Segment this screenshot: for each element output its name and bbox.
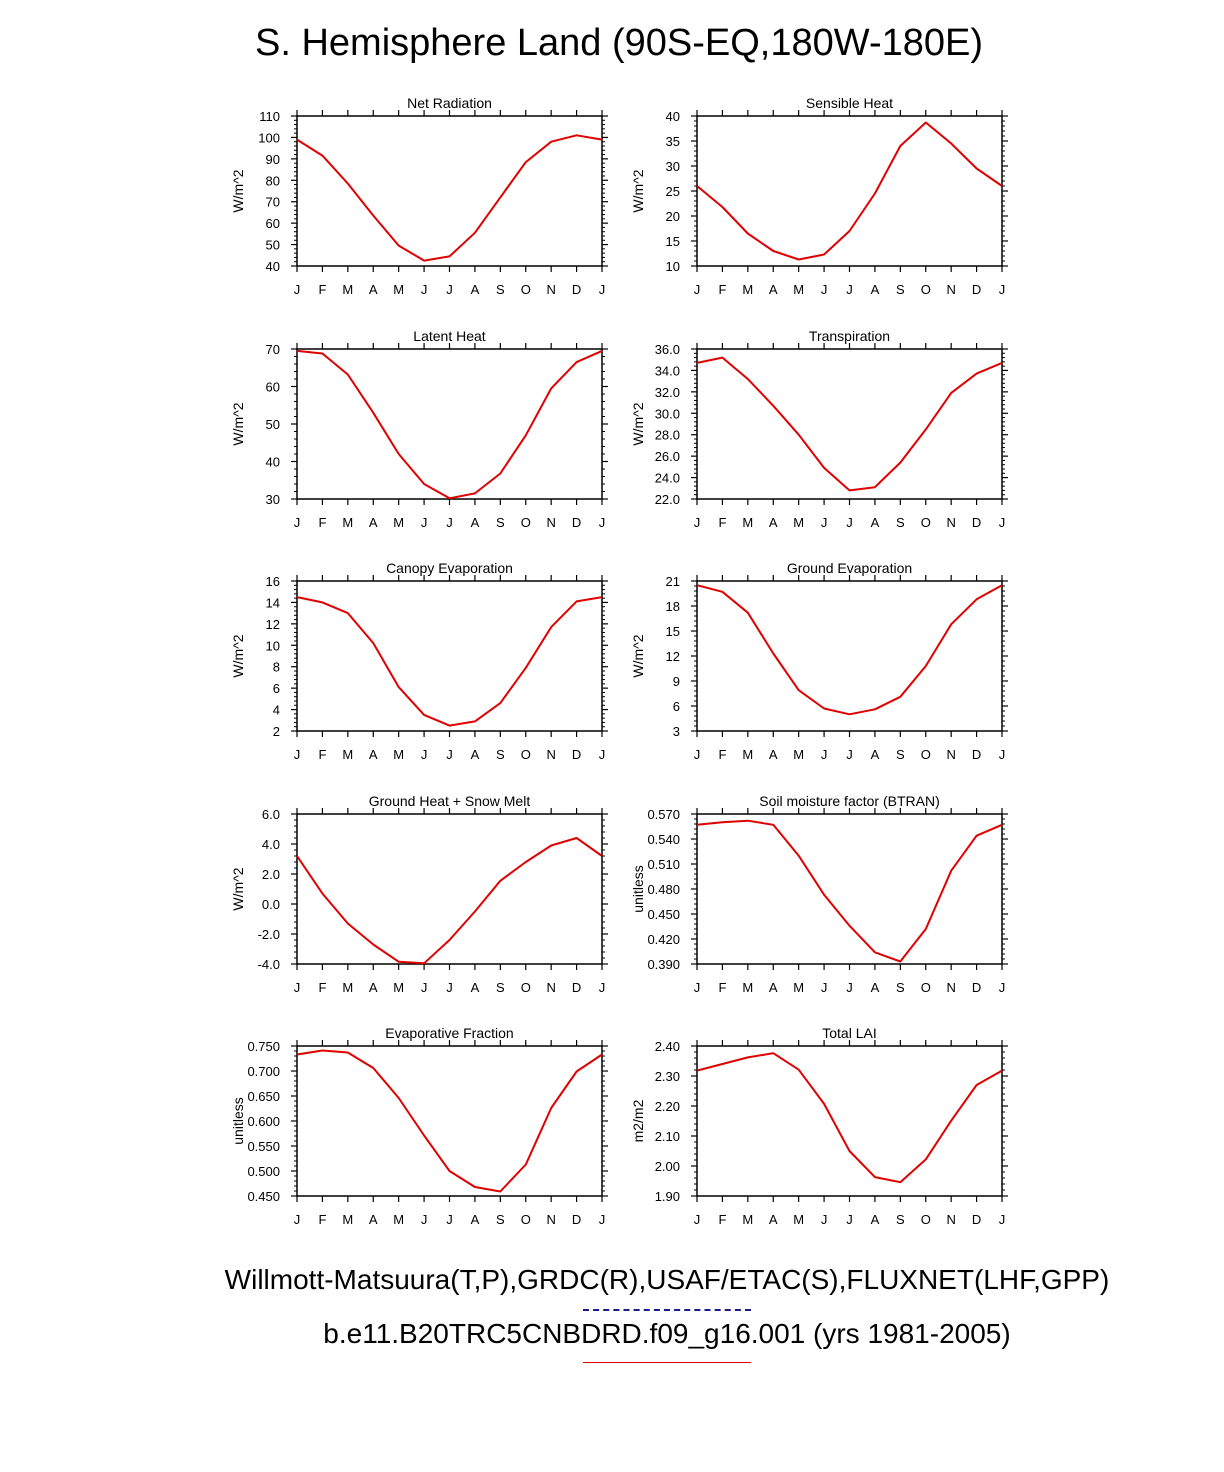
y-axis-label: W/m^2: [630, 402, 646, 446]
x-tick-label: D: [971, 747, 982, 762]
observations-line-key: [583, 1309, 751, 1311]
x-tick-label: J: [820, 980, 828, 995]
y-tick-label: -4.0: [257, 957, 280, 972]
series-line: [697, 358, 1002, 491]
x-tick-label: M: [793, 282, 805, 297]
x-tick-label: O: [520, 747, 531, 762]
y-tick-label: 24.0: [654, 470, 680, 486]
y-tick-label: 0.700: [247, 1064, 280, 1079]
panel-title: Transpiration: [808, 328, 891, 344]
x-tick-label: J: [446, 980, 453, 995]
x-tick-label: A: [870, 1212, 880, 1227]
panel-title: Soil moisture factor (BTRAN): [759, 793, 940, 809]
x-tick-label: N: [946, 980, 956, 995]
x-tick-label: S: [495, 515, 505, 530]
x-tick-label: J: [693, 282, 701, 297]
x-tick-label: M: [393, 747, 405, 762]
x-tick-label: N: [946, 747, 956, 762]
panel-title: Canopy Evaporation: [386, 560, 513, 576]
x-tick-label: J: [446, 747, 453, 762]
x-tick-label: F: [718, 980, 727, 995]
y-tick-label: 110: [259, 109, 280, 124]
x-tick-label: M: [342, 980, 354, 995]
x-tick-label: D: [571, 980, 582, 995]
chart-panel: [630, 560, 1008, 762]
x-tick-label: D: [571, 515, 582, 530]
y-tick-label: 22.0: [654, 492, 680, 507]
x-tick-label: N: [546, 747, 556, 762]
y-axis-label: m2/m2: [630, 1099, 646, 1143]
y-tick-label: 2.00: [654, 1159, 680, 1174]
x-tick-label: J: [598, 282, 606, 297]
x-tick-label: A: [870, 747, 880, 762]
chart-panel: [230, 95, 608, 297]
x-tick-label: F: [318, 980, 327, 995]
y-tick-label: 4: [272, 702, 280, 718]
plot-frame: [697, 349, 1002, 499]
y-tick-label: 2.30: [654, 1069, 680, 1084]
x-tick-label: J: [420, 747, 428, 762]
y-tick-label: 10: [665, 259, 680, 274]
y-tick-label: 2.40: [654, 1039, 680, 1054]
y-tick-label: 70: [265, 194, 280, 210]
x-tick-label: M: [742, 282, 754, 297]
y-tick-label: 0.510: [647, 857, 680, 872]
x-tick-label: J: [420, 1212, 428, 1227]
x-tick-label: J: [820, 1212, 828, 1227]
y-tick-label: 1.90: [654, 1189, 680, 1204]
y-tick-label: 0.0: [261, 897, 280, 912]
series-line: [697, 821, 1002, 962]
series-line: [297, 135, 602, 260]
x-tick-label: S: [495, 747, 505, 762]
x-tick-label: J: [846, 282, 853, 297]
y-tick-label: 50: [265, 237, 280, 253]
x-tick-label: O: [920, 1212, 931, 1227]
plot-frame: [297, 1046, 602, 1196]
x-tick-label: M: [742, 515, 754, 530]
x-tick-label: D: [571, 1212, 582, 1227]
x-tick-label: A: [470, 980, 480, 995]
x-tick-label: J: [598, 980, 606, 995]
x-tick-label: F: [718, 1212, 727, 1227]
x-tick-label: A: [870, 980, 880, 995]
x-tick-label: F: [718, 282, 727, 297]
y-tick-label: 0.500: [247, 1164, 280, 1179]
y-tick-label: 18: [665, 599, 680, 614]
y-tick-label: 50: [265, 417, 280, 432]
x-tick-label: J: [598, 515, 606, 530]
x-tick-label: S: [495, 980, 505, 995]
y-axis-label: W/m^2: [630, 634, 646, 678]
y-axis-label: unitless: [230, 1097, 246, 1145]
plot-frame: [297, 814, 602, 964]
x-tick-label: A: [768, 747, 778, 762]
series-line: [297, 1051, 602, 1192]
x-tick-label: J: [420, 282, 428, 297]
plot-frame: [297, 116, 602, 266]
x-tick-label: J: [420, 980, 428, 995]
x-tick-label: O: [520, 980, 531, 995]
y-tick-label: 28.0: [654, 427, 680, 443]
series-line: [697, 585, 1002, 714]
y-tick-label: 0.550: [247, 1139, 280, 1154]
x-tick-label: J: [820, 747, 828, 762]
y-tick-label: 100: [258, 130, 280, 146]
panel-title: Evaporative Fraction: [385, 1025, 514, 1041]
x-tick-label: M: [342, 747, 354, 762]
x-tick-label: N: [546, 1212, 556, 1227]
x-tick-label: J: [846, 747, 853, 762]
y-tick-label: 0.450: [247, 1189, 280, 1204]
panel-title: Ground Heat + Snow Melt: [368, 793, 531, 809]
y-tick-label: 40: [665, 109, 680, 124]
series-line: [697, 123, 1002, 260]
chart-panel: [230, 328, 608, 530]
y-tick-label: -2.0: [257, 927, 280, 942]
y-tick-label: 16: [265, 574, 280, 589]
y-tick-label: 2.10: [654, 1129, 680, 1144]
y-tick-label: 3: [672, 724, 680, 739]
x-tick-label: M: [393, 980, 405, 995]
x-tick-label: M: [393, 282, 405, 297]
x-tick-label: M: [793, 515, 805, 530]
x-tick-label: M: [793, 1212, 805, 1227]
x-tick-label: A: [470, 1212, 480, 1227]
x-tick-label: A: [470, 515, 480, 530]
x-tick-label: A: [768, 980, 778, 995]
x-tick-label: A: [470, 747, 480, 762]
x-tick-label: J: [846, 515, 853, 530]
y-tick-label: 6.0: [261, 807, 280, 822]
x-tick-label: N: [546, 980, 556, 995]
x-tick-label: N: [946, 515, 956, 530]
x-tick-label: J: [420, 515, 428, 530]
panel-title: Latent Heat: [413, 328, 486, 344]
y-tick-label: 40: [265, 454, 280, 470]
x-tick-label: S: [895, 282, 905, 297]
y-tick-label: 4.0: [261, 837, 280, 852]
y-tick-label: 9: [672, 674, 680, 689]
y-axis-label: W/m^2: [630, 169, 646, 213]
plot-frame: [697, 814, 1002, 964]
x-tick-label: N: [546, 282, 556, 297]
x-tick-label: J: [293, 1212, 301, 1227]
x-tick-label: J: [598, 747, 606, 762]
x-tick-label: M: [342, 515, 354, 530]
x-tick-label: O: [920, 282, 931, 297]
x-tick-label: J: [293, 515, 301, 530]
x-tick-label: J: [693, 747, 701, 762]
y-tick-label: 12: [665, 649, 680, 664]
panel-title: Net Radiation: [407, 95, 492, 111]
x-tick-label: J: [846, 980, 853, 995]
x-tick-label: A: [368, 515, 378, 530]
x-tick-label: O: [520, 515, 531, 530]
y-tick-label: 0.480: [647, 882, 680, 897]
x-tick-label: M: [742, 1212, 754, 1227]
y-tick-label: 90: [265, 151, 280, 167]
y-tick-label: 2.20: [654, 1099, 680, 1114]
y-tick-label: 30: [265, 492, 280, 507]
series-line: [697, 1053, 1002, 1182]
x-tick-label: S: [495, 1212, 505, 1227]
x-tick-label: M: [742, 747, 754, 762]
x-tick-label: J: [998, 282, 1006, 297]
x-tick-label: M: [793, 980, 805, 995]
x-tick-label: M: [393, 1212, 405, 1227]
x-tick-label: A: [768, 1212, 778, 1227]
x-tick-label: S: [895, 1212, 905, 1227]
y-tick-label: 80: [265, 173, 280, 189]
x-tick-label: S: [895, 980, 905, 995]
x-tick-label: F: [318, 1212, 327, 1227]
x-tick-label: O: [920, 747, 931, 762]
x-tick-label: F: [318, 282, 327, 297]
y-tick-label: 2.0: [261, 867, 280, 882]
x-tick-label: J: [598, 1212, 606, 1227]
plot-frame: [697, 1046, 1002, 1196]
x-tick-label: J: [693, 515, 701, 530]
y-tick-label: 6: [272, 681, 280, 697]
x-tick-label: D: [971, 282, 982, 297]
x-tick-label: S: [895, 515, 905, 530]
y-tick-label: 40: [265, 259, 280, 274]
x-tick-label: J: [293, 747, 301, 762]
x-tick-label: D: [971, 980, 982, 995]
x-tick-label: A: [470, 282, 480, 297]
chart-panel: [630, 95, 1008, 297]
x-tick-label: J: [998, 980, 1006, 995]
x-tick-label: J: [446, 515, 453, 530]
x-tick-label: J: [293, 980, 301, 995]
x-tick-label: J: [820, 515, 828, 530]
x-tick-label: J: [693, 980, 701, 995]
y-tick-label: 0.650: [247, 1089, 280, 1104]
x-tick-label: F: [718, 747, 727, 762]
model-line-key: [583, 1362, 751, 1363]
y-tick-label: 30.0: [654, 406, 680, 422]
x-tick-label: M: [342, 282, 354, 297]
y-tick-label: 60: [265, 379, 280, 395]
y-axis-label: W/m^2: [230, 634, 246, 678]
x-tick-label: A: [368, 980, 378, 995]
y-tick-label: 26.0: [654, 449, 680, 465]
x-tick-label: F: [718, 515, 727, 530]
chart-panel: [630, 328, 1008, 530]
x-tick-label: N: [546, 515, 556, 530]
x-tick-label: M: [793, 747, 805, 762]
observations-legend: Willmott-Matsuura(T,P),GRDC(R),USAF/ETAC(S),FLUXNET(LHF,GPP): [224, 1264, 1110, 1295]
y-tick-label: 0.570: [647, 807, 680, 822]
x-tick-label: J: [693, 1212, 701, 1227]
y-tick-label: 60: [265, 216, 280, 232]
y-axis-label: W/m^2: [230, 402, 246, 446]
x-tick-label: J: [998, 747, 1006, 762]
panel-title: Total LAI: [822, 1025, 877, 1041]
x-tick-label: N: [946, 282, 956, 297]
chart-panel: [230, 1025, 608, 1227]
y-tick-label: 10: [265, 638, 280, 654]
plot-frame: [697, 116, 1002, 266]
x-tick-label: S: [495, 282, 505, 297]
x-tick-label: M: [393, 515, 405, 530]
x-tick-label: A: [870, 282, 880, 297]
x-tick-label: D: [571, 747, 582, 762]
y-tick-label: 34.0: [654, 363, 680, 379]
x-tick-label: A: [368, 1212, 378, 1227]
x-tick-label: N: [946, 1212, 956, 1227]
y-tick-label: 25: [665, 184, 680, 199]
y-tick-label: 0.390: [647, 957, 680, 972]
y-tick-label: 12: [265, 616, 280, 632]
x-tick-label: J: [820, 282, 828, 297]
y-tick-label: 21: [665, 574, 680, 589]
x-tick-label: A: [368, 747, 378, 762]
y-tick-label: 15: [665, 624, 680, 639]
chart-panel: [230, 793, 608, 995]
x-tick-label: A: [368, 282, 378, 297]
y-tick-label: 6: [672, 699, 680, 714]
x-tick-label: J: [446, 1212, 453, 1227]
y-tick-label: 30: [665, 159, 680, 174]
x-tick-label: M: [742, 980, 754, 995]
y-tick-label: 0.750: [247, 1039, 280, 1054]
x-tick-label: J: [846, 1212, 853, 1227]
y-tick-label: 0.540: [647, 832, 680, 847]
chart-panel: [630, 1025, 1008, 1227]
x-tick-label: A: [768, 515, 778, 530]
x-tick-label: D: [971, 1212, 982, 1227]
y-tick-label: 2: [272, 724, 280, 739]
plot-frame: [697, 581, 1002, 731]
series-line: [297, 838, 602, 963]
x-tick-label: O: [920, 515, 931, 530]
y-tick-label: 35: [665, 134, 680, 149]
panel-title: Sensible Heat: [805, 95, 894, 111]
plot-frame: [297, 581, 602, 731]
y-tick-label: 14: [265, 595, 280, 611]
x-tick-label: S: [895, 747, 905, 762]
x-tick-label: O: [520, 282, 531, 297]
chart-panel: [230, 560, 608, 762]
y-tick-label: 15: [665, 234, 680, 249]
x-tick-label: D: [571, 282, 582, 297]
y-tick-label: 32.0: [654, 384, 680, 400]
x-tick-label: J: [293, 282, 301, 297]
x-tick-label: F: [318, 747, 327, 762]
x-tick-label: M: [342, 1212, 354, 1227]
x-tick-label: O: [920, 980, 931, 995]
x-tick-label: J: [446, 282, 453, 297]
y-axis-label: W/m^2: [230, 867, 246, 911]
x-tick-label: O: [520, 1212, 531, 1227]
y-tick-label: 0.420: [647, 932, 680, 947]
y-tick-label: 0.450: [647, 907, 680, 922]
x-tick-label: J: [998, 1212, 1006, 1227]
x-tick-label: A: [870, 515, 880, 530]
model-legend: b.e11.B20TRC5CNBDRD.f09_g16.001 (yrs 1981-2005): [323, 1318, 1011, 1349]
y-tick-label: 20: [665, 209, 680, 224]
y-tick-label: 8: [272, 659, 280, 675]
figure-title: S. Hemisphere Land (90S-EQ,180W-180E): [255, 22, 983, 64]
y-tick-label: 36.0: [654, 342, 680, 357]
x-tick-label: A: [768, 282, 778, 297]
chart-panel: [630, 793, 1008, 995]
x-tick-label: J: [998, 515, 1006, 530]
panel-title: Ground Evaporation: [786, 560, 913, 576]
y-tick-label: 0.600: [247, 1114, 280, 1129]
x-tick-label: D: [971, 515, 982, 530]
y-tick-label: 70: [265, 342, 280, 357]
y-axis-label: W/m^2: [230, 169, 246, 213]
series-line: [297, 597, 602, 726]
x-tick-label: F: [318, 515, 327, 530]
series-line: [297, 351, 602, 498]
y-axis-label: unitless: [630, 865, 646, 913]
